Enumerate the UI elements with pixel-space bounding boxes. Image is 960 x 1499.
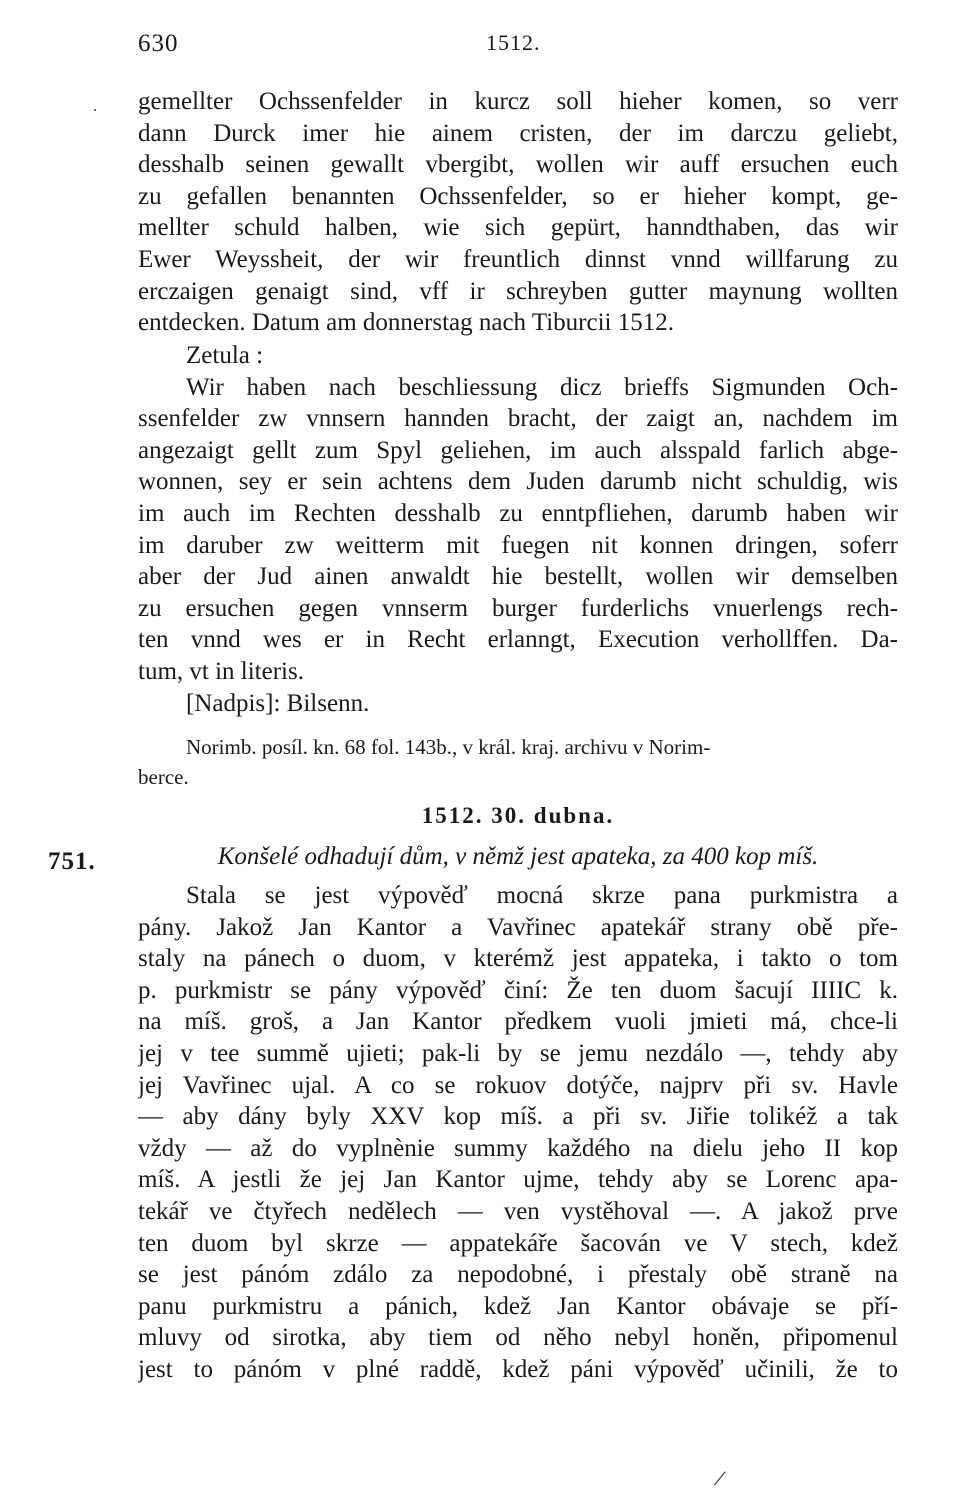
text-line: tum, vt in literis.	[138, 657, 304, 685]
text-line: Wir haben nach beschliessung dicz brieffs Sigmunden Och-	[186, 373, 898, 401]
text-line: gemellter Ochssenfelder in kurcz soll hieher komen, so verr	[138, 88, 898, 115]
entry-body	[138, 880, 898, 1386]
text-line: míš. A jestli že jej Jan Kantor ujme, tehdy aby se Lorenc apa-	[138, 1166, 898, 1194]
text-line: erczaigen genaigt sind, vff ir schreyben gutter maynung wollten	[138, 277, 898, 305]
text-line: wonnen, sey er sein achtens dem Juden darumb nicht schuldig, wis	[138, 468, 898, 496]
text-line: jej Vavřinec ujal. A co se rokuov dotýče, najprv při sv. Havle	[138, 1071, 898, 1099]
text-line: Ewer Weyssheit, der wir freuntlich dinnst vnnd willfarung zu	[138, 245, 898, 273]
text-line: zu gefallen benannten Ochssenfelder, so er hieher kompt, ge-	[138, 182, 898, 210]
page-header	[138, 30, 898, 66]
text-line: entdecken. Datum am donnerstag nach Tiburcii 1512.	[138, 309, 674, 337]
entry-number: 751.	[48, 848, 96, 875]
text-line: zu ersuchen gegen vnnserm burger furderlichs vnuerlengs rech-	[138, 594, 898, 622]
source-line: Norimb. posíl. kn. 68 fol. 143b., v král. kraj. archivu v Norim-	[186, 735, 711, 759]
text-line: jej v tee summě ujieti; pak-li by se jemu nezdálo —, tehdy aby	[138, 1039, 898, 1067]
text-line: panu purkmistru a pánich, kdež Jan Kantor obávaje se pří-	[138, 1292, 898, 1320]
text-line: na míš. groš, a Jan Kantor předkem vuoli jmieti má, chce-li	[138, 1008, 898, 1036]
zetula-label: Zetula :	[186, 342, 264, 369]
source-note	[138, 732, 898, 792]
text-line: aber der Jud ainen anwaldt hie bestellt, wollen wir demselben	[138, 563, 898, 591]
letter-continuation	[138, 86, 898, 339]
footer-mark: /	[711, 1465, 728, 1493]
text-line: se jest pánóm zdálo za nepodobné, i přestaly obě straně na	[138, 1261, 898, 1289]
entry-date-block	[138, 800, 898, 832]
text-line: ssenfelder zw vnnsern hannden bracht, der zaigt an, nachdem im	[138, 405, 898, 433]
text-line: jest to pánóm v plné raddě, kdež páni výpověď učinili, že to	[138, 1355, 898, 1383]
text-line: ten vnnd wes er in Recht erlanngt, Execution verhollffen. Da-	[138, 626, 898, 654]
entry-title: Konšelé odhadují dům, v němž jest apateka, za 400 kop míš.	[217, 843, 819, 870]
text-line: staly na pánech o duom, v kterémž jest appateka, i takto o tom	[138, 945, 898, 973]
running-head: 1512.	[486, 30, 541, 55]
text-line: mluvy od sirotka, aby tiem od něho nebyl honěn, připomenul	[138, 1324, 898, 1352]
entry-date: 1512. 30. dubna.	[421, 803, 615, 828]
text-line: ten duom byl skrze — appatekáře šacován ve V stech, kdež	[138, 1229, 898, 1257]
page-number: 630	[138, 30, 179, 57]
text-line: Stala se jest výpověď mocná skrze pana purkmistra a	[186, 882, 898, 909]
text-line: dann Durck imer hie ainem cristen, der im darczu geliebt,	[138, 119, 898, 147]
text-line: tekář ve čtyřech nedělech — ven vystěhoval —. A jakož prve	[138, 1197, 898, 1225]
text-line: p. purkmistr se pány výpověď činí: Že ten duom šacují IIIIC k.	[138, 976, 898, 1004]
text-line: im daruber zw weitterm mit fuegen nit konnen dringen, soferr	[138, 531, 898, 559]
text-line: — aby dány byly XXV kop míš. a při sv. Jiřie tolikéž a tak	[138, 1103, 898, 1131]
text-line: pány. Jakož Jan Kantor a Vavřinec apatekář strany obě pře-	[138, 913, 898, 941]
text-line: angezaigt gellt zum Spyl geliehen, im auch alsspald farlich abge-	[138, 436, 898, 464]
text-line: im auch im Rechten desshalb zu enntpfliehen, darumb haben wir	[138, 499, 898, 527]
zetula-section	[138, 340, 898, 719]
text-line: vždy — až do vyplnènie summy každého na dielu jeho II kop	[138, 1134, 898, 1162]
margin-mark: ·	[92, 100, 98, 120]
text-line: desshalb seinen gewallt vbergibt, wollen wir auff ersuchen euch	[138, 151, 898, 179]
address-line: [Nadpis]: Bilsenn.	[186, 689, 370, 717]
text-line: mellter schuld halben, wie sich gepürt, hanndthaben, das wir	[138, 214, 898, 242]
source-line: berce.	[138, 765, 189, 789]
